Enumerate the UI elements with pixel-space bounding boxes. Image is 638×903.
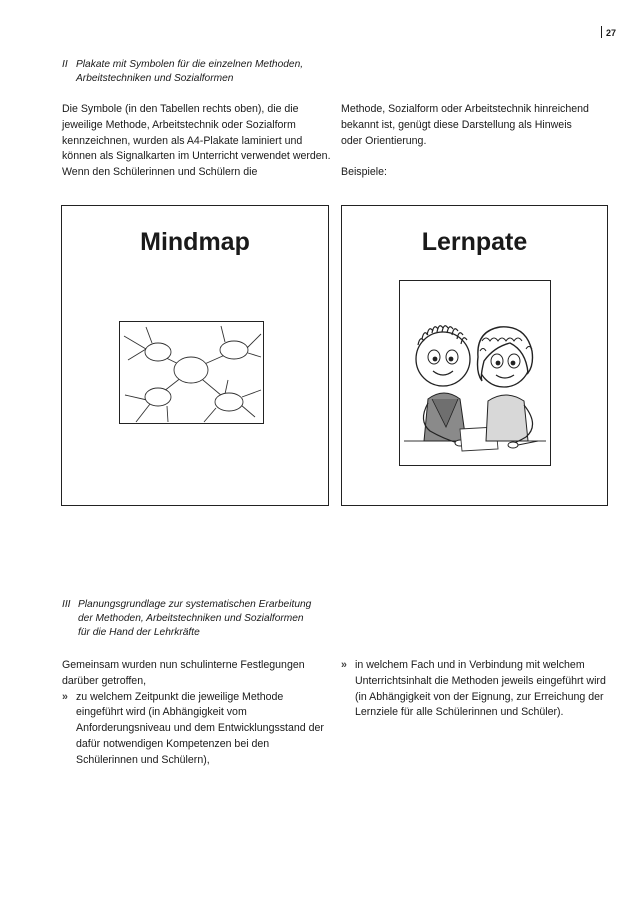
bullet-text: zu welchem Zeitpunkt die jeweilige Methode eingeführt wird (in Abhängigkeit vom Anforderungsniveau und dem Entwicklungsstand der dafür notwendigen Kompetenzen bei den Schülerinnen und Schülern), — [76, 690, 324, 766]
page-number-divider — [601, 26, 602, 38]
section-3-left-column — [62, 658, 332, 769]
section-2-left-paragraph: Die Symbole (in den Tabellen rechts oben), die die jeweilige Methode, Arbeitstechnik oder Sozialform kennzeichnen, wurden als A4-Plakate laminiert und können als Signalkarten im Unterricht verwendet werden. Wenn den Schülerinnen und Schülern die — [62, 103, 331, 179]
lernpate-card-title: Lernpate — [421, 228, 528, 256]
mindmap-image — [119, 321, 264, 424]
mindmap-icon — [120, 322, 263, 423]
bullet-marker: » — [62, 690, 68, 703]
two-children-icon — [400, 281, 550, 465]
mindmap-card — [61, 205, 329, 506]
bullet-marker: » — [341, 659, 347, 671]
examples-label: Beispiele: — [341, 166, 387, 179]
list-item — [341, 658, 611, 721]
section-3-bullet-list-right — [341, 658, 611, 721]
section-2-heading — [62, 58, 352, 86]
section-2-title: Plakate mit Symbolen für die einzelnen Methoden, Arbeitstechniken und Sozialformen — [76, 59, 304, 84]
page-number-text: 27 — [605, 28, 616, 38]
bullet-text: in welchem Fach und in Verbindung mit welchem Unterrichtsinhalt die Methoden jeweils eingeführt wird (in Abhängigkeit von der Eignung, zur Erreichung der Lernziele für alle Schülerinnen und Schüler). — [355, 659, 606, 719]
section-3-bullet-list-left — [62, 690, 332, 769]
section-2-numeral: II — [62, 59, 68, 70]
section-2-left-column — [62, 102, 332, 181]
page-number — [601, 26, 616, 38]
mindmap-card-title: Mindmap — [140, 228, 250, 256]
section-2-right-paragraph: Methode, Sozialform oder Arbeitstechnik hinreichend bekannt ist, genügt diese Darstellung als Hinweis oder Orientierung. — [341, 103, 589, 147]
lernpate-card — [341, 205, 608, 506]
list-item — [62, 690, 332, 769]
section-3-intro: Gemeinsam wurden nun schulinterne Festlegungen darüber getroffen, — [62, 659, 305, 687]
section-3-heading — [62, 598, 352, 640]
section-3-right-column — [341, 658, 611, 721]
section-3-title: Planungsgrundlage zur systematischen Erarbeitung der Methoden, Arbeitstechniken und Sozialformen für die Hand der Lehrkräfte — [78, 599, 312, 638]
section-2-right-column — [341, 102, 591, 181]
section-3-numeral: III — [62, 599, 71, 610]
lernpate-image — [399, 280, 551, 466]
